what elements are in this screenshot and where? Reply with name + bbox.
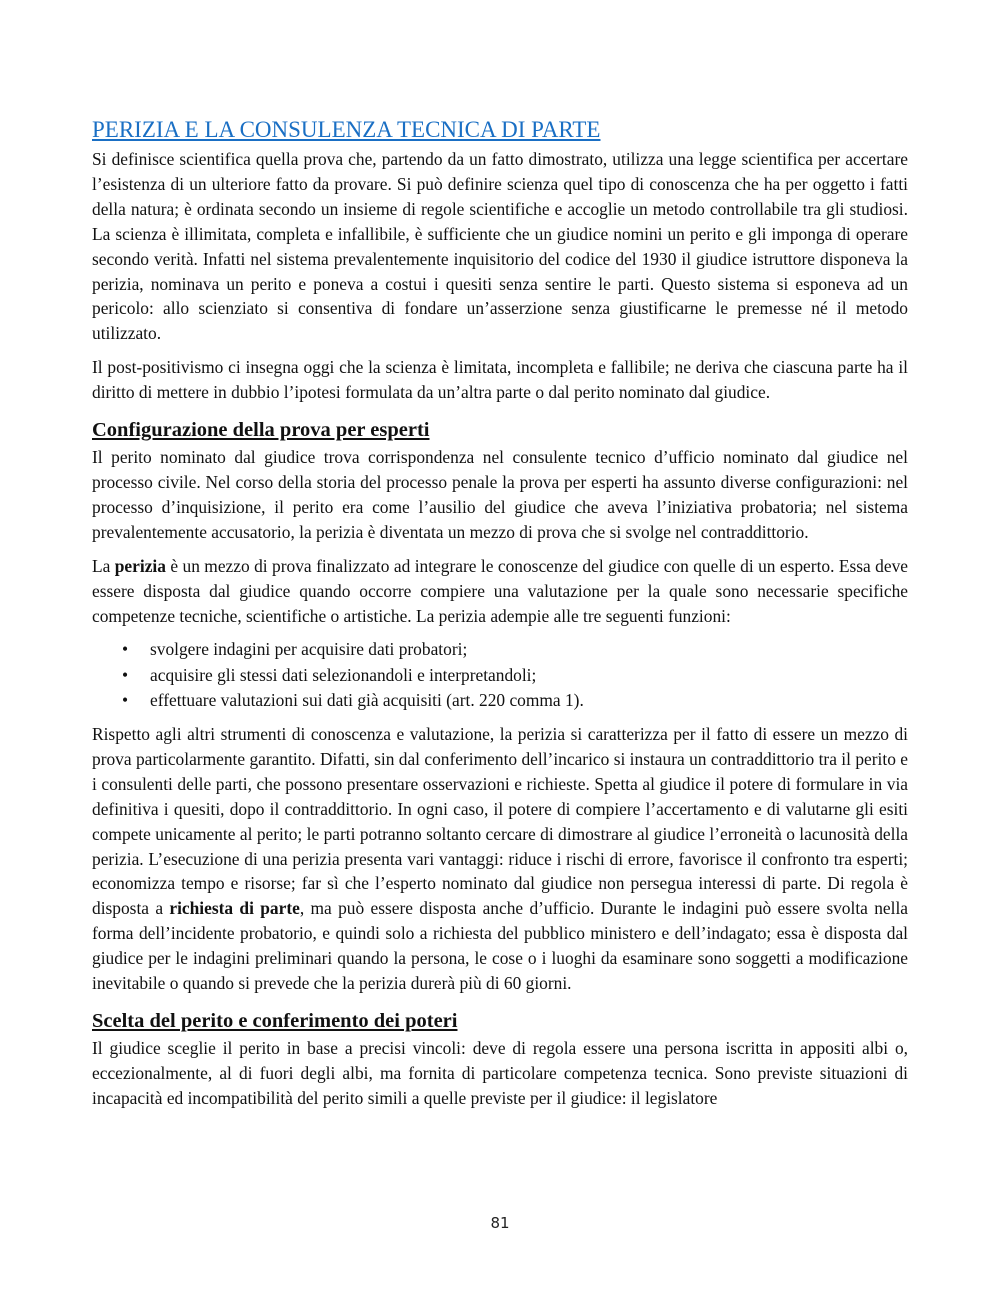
- bullet-icon: •: [122, 639, 129, 660]
- text-run: , ma può essere disposta anche d’ufficio. Durante le indagini può essere svolta nella forma dell’incidente probatorio, e quindi solo a richiesta del pubblico ministero e dell’indagato; essa è disposta dal giudice per le indagini preliminari quando la persona, le cose o i luoghi da esaminare sono soggetti a modificazione inevitabile o quando si prevede che la perizia durerà più di 60 giorni.: [92, 898, 908, 994]
- text-run: La: [92, 555, 115, 576]
- bullet-icon: •: [122, 689, 129, 710]
- page-title[interactable]: PERIZIA E LA CONSULENZA TECNICA DI PARTE: [92, 117, 601, 142]
- bold-term-richiesta-di-parte: richiesta di parte: [169, 898, 300, 919]
- page-number: 81: [490, 1214, 510, 1232]
- list-item: [92, 663, 908, 688]
- list-item-text: acquisire gli stessi dati selezionandoli e interpretandoli;: [150, 664, 537, 685]
- text-run: Rispetto agli altri strumenti di conoscenza e valutazione, la perizia si caratterizza per il fatto di essere un mezzo di prova particolarmente garantito. Difatti, sin dal conferimento dell’incarico si instaura un contraddittorio tra il perito e i consulenti delle parti, che possono presentare osservazioni e richieste. Spetta al giudice il potere di formulare in via definitiva i quesiti, dopo il contraddittorio. In ogni caso, il potere di compiere l’accertamento e di valutarne gli esiti compete unicamente al perito; le parti potranno soltanto cercare di dimostrare al giudice l’erroneità o lacunosità della perizia. L’esecuzione di una perizia presenta vari vantaggi: riduce i rischi di errore, favorisce il confronto tra esperti; economizza tempo e risorse; far sì che l’esperto nominato dal giudice non persegua interessi di parte. Di regola è disposta a: [92, 724, 908, 919]
- list-item-text: svolgere indagini per acquisire dati probatori;: [150, 639, 468, 660]
- bold-term-perizia: perizia: [114, 555, 166, 576]
- section-heading-scelta-perito: Scelta del perito e conferimento dei poteri: [92, 1009, 458, 1032]
- list-item-text: effettuare valutazioni sui dati già acquisiti (art. 220 comma 1).: [150, 689, 584, 710]
- intro-paragraph-2: Il post-positivismo ci insegna oggi che la scienza è limitata, incompleta e fallibile; ne deriva che ciascuna parte ha il diritto di mettere in dubbio l’ipotesi formulata da un’altra parte o dal perito nominato dal giudice.: [92, 357, 908, 403]
- functions-list: [92, 637, 908, 713]
- intro-paragraph-1: Si definisce scientifica quella prova che, partendo da un fatto dimostrato, utilizza una legge scientifica per accertare l’esistenza di un ulteriore fatto da provare. Si può definire scienza quel tipo di conoscenza che ha per oggetto i fatti della natura; è ordinata secondo un insieme di regole scientifiche e accoglie un metodo controllabile tra gli studiosi. La scienza è illimitata, completa e infallibile, è sufficiente che un giudice nomini un perito e gli imponga di operare secondo verità. Infatti nel sistema prevalentemente inquisitorio del codice del 1930 il giudice istruttore disponeva la perizia, nominava un perito e poneva a costui i quesiti senza sentire le parti. Questo sistema si esponeva ad un pericolo: allo scienziato si consentiva di fondare un’asserzione senza giustificarne le premesse né il metodo utilizzato.: [92, 149, 908, 344]
- document-page: [92, 116, 908, 1120]
- bullet-icon: •: [122, 664, 129, 685]
- list-item: [92, 637, 908, 662]
- section-heading-configurazione: Configurazione della prova per esperti: [92, 419, 430, 442]
- section1-paragraph-1: Il perito nominato dal giudice trova corrispondenza nel consulente tecnico d’ufficio nominato dal giudice nel processo civile. Nel corso della storia del processo penale la prova per esperti ha assunto diverse configurazioni: nel processo d’inquisizione, il perito era come l’ausilio del giudice che aveva l’iniziativa probatoria; nel sistema prevalentemente accusatorio, la perizia è diventata un mezzo di prova che si svolge nel contraddittorio.: [92, 447, 908, 542]
- section2-paragraph-1: Il giudice sceglie il perito in base a precisi vincoli: deve di regola essere una persona iscritta in appositi albi o, eccezionalmente, al di fuori degli albi, ma fornita di particolare competenza tecnica. Sono previste situazioni di incapacità ed incompatibilità del perito simili a quelle previste per il giudice: il legislatore: [92, 1037, 908, 1108]
- text-run: è un mezzo di prova finalizzato ad integrare le conoscenze del giudice con quelle di un esperto. Essa deve essere disposta dal giudice quando occorre compiere una valutazione per la quale sono necessarie specifiche competenze tecniche, scientifiche o artistiche. La perizia adempie alle tre seguenti funzioni:: [92, 555, 908, 626]
- section1-paragraph-2: [92, 554, 908, 629]
- section1-paragraph-3: [92, 722, 908, 996]
- list-item: [92, 688, 908, 713]
